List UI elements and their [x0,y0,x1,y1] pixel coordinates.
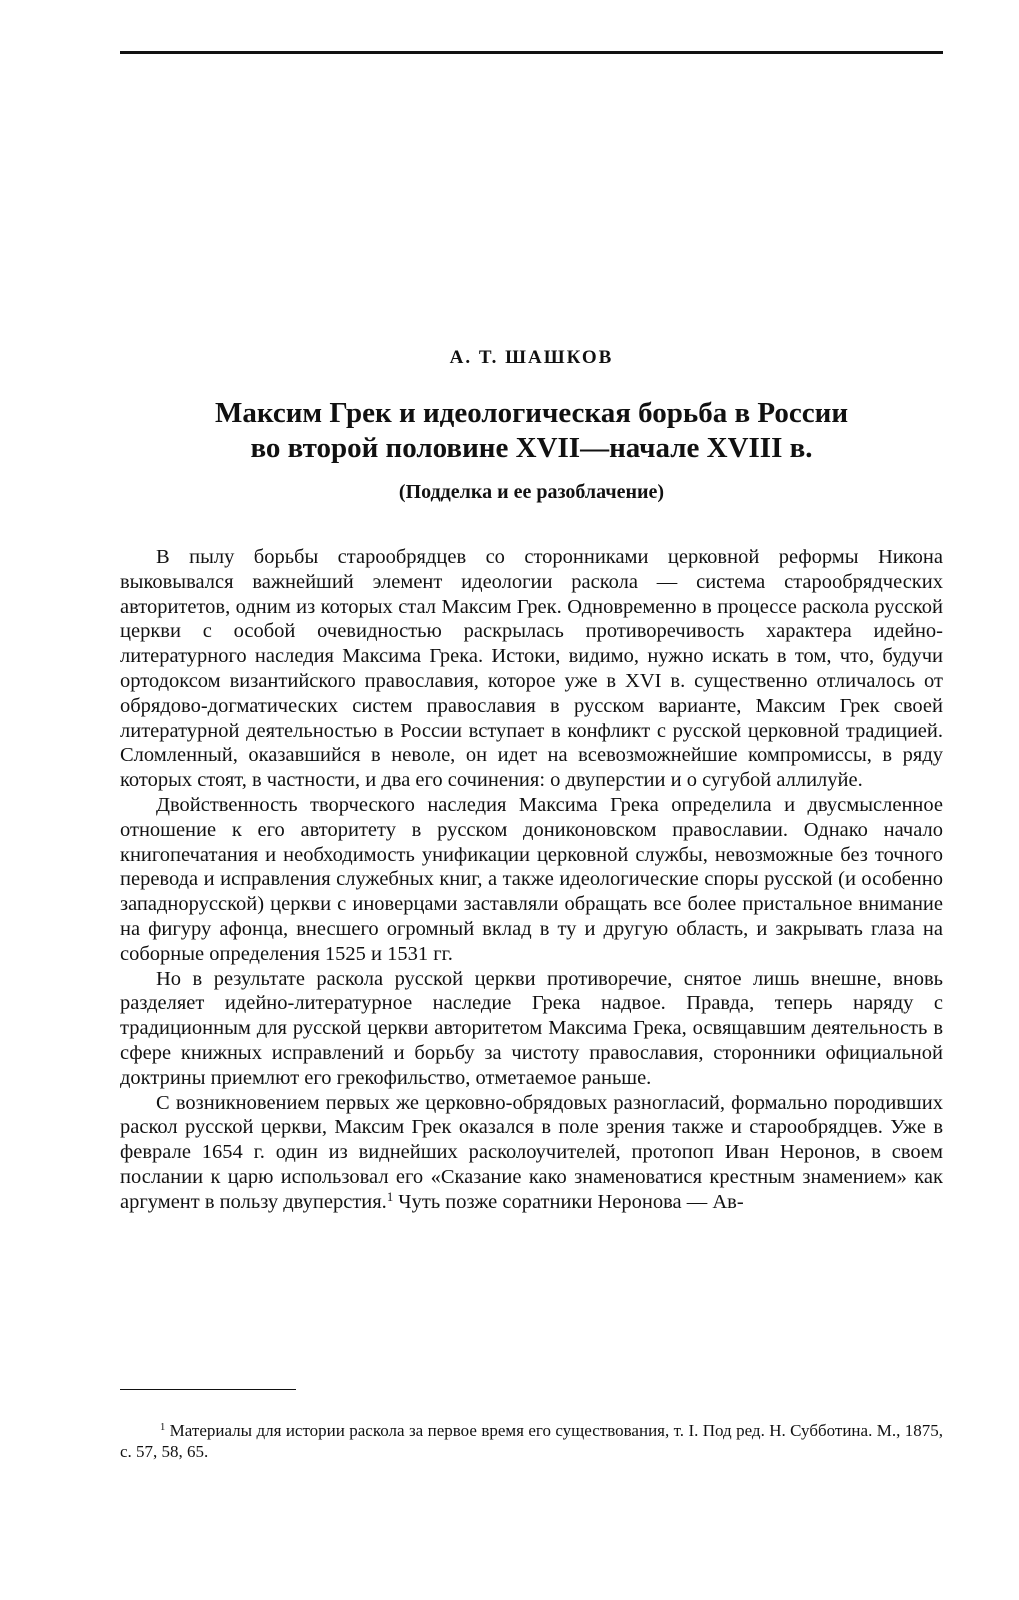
footnote-rule [120,1389,296,1390]
article-title [120,396,943,466]
title-line-1: Максим Грек и идеологическая борьба в России [214,397,849,429]
paragraph-2: Двойственность творческого наследия Максима Грека определила и двусмысленное отношение к его авторитету в русском дониконовском православии. Однако начало книгопечатания и необходимость унификации церковной службы, невозможные без точного перевода и исправления служебных книг, а также идеологические споры русской (и особенно западнорусской) церкви с иноверцами заставляли обращать все более пристальное внимание на фигуру афонца, внесшего огромный вклад в ту и другую область, и закрывать глаза на соборные определения 1525 и 1531 гг. [120,793,943,965]
paragraph-4-text: С возникновением первых же церковно-обрядовых разногласий, формально породивших раскол русской церкви, Максим Грек оказался в поле зрения также и старообрядцев. Уже в феврале 1654 г. один из виднейших расколоучителей, протопоп Иван Неронов, в своем послании к царю использовал его «Сказание како знаменоватися крестным знамением» как аргумент в пользу двуперстия. [120,1091,943,1213]
paragraph-3: Но в результате раскола русской церкви противоречие, снятое лишь внешне, вновь разделяет идейно-литературное наследие Грека надвое. Правда, теперь наряду с традиционным для русской церкви авторитетом Максима Грека, освящавшим деятельность в сфере книжных исправлений и борьбу за чистоту православия, сторонники официальной доктрины приемлют его грекофильство, отметаемое раньше. [120,967,943,1089]
article-subtitle: (Подделка и ее разоблачение) [398,481,665,503]
paragraph-4 [120,1091,943,1215]
body-text [120,545,943,1215]
paragraph-4-continuation: Чуть позже соратники Неронова — Ав- [393,1190,744,1213]
title-line-2: во второй половине XVII—начале XVIII в. [250,432,813,464]
paragraph-1: В пылу борьбы старообрядцев со сторонниками церковной реформы Никона выковывался важнейший элемент идеологии раскола — система старообрядческих авторитетов, одним из которых стал Максим Грек. Одновременно в процессе раскола русской церкви с особой очевидностью раскрылась противоречивость характера идейно-литературного наследия Максима Грека. Истоки, видимо, нужно искать в том, что, будучи ортодоксом византийского православия, которое уже в XVI в. существенно отличалось от обрядово-догматических систем православия в русском варианте, Максим Грек своей литературной деятельностью в России вступает в конфликт с русской церковной традицией. Сломленный, оказавшийся в неволе, он идет на всевозможнейшие компромиссы, в ряду которых стоят, в частности, и два его сочинения: о двуперстии и о сугубой аллилуйе. [120,546,943,792]
author-name: А. Т. ШАШКОВ [449,347,614,368]
footnote [120,1420,943,1462]
footnote-reference: 1 [386,1189,394,1204]
footnote-text: Материалы для истории раскола за первое время его существования, т. I. Под ред. Н. Субботина. М., 1875, с. 57, 58, 65. [120,1421,943,1461]
footnote-number: 1 [160,1422,166,1434]
top-rule [120,51,943,54]
